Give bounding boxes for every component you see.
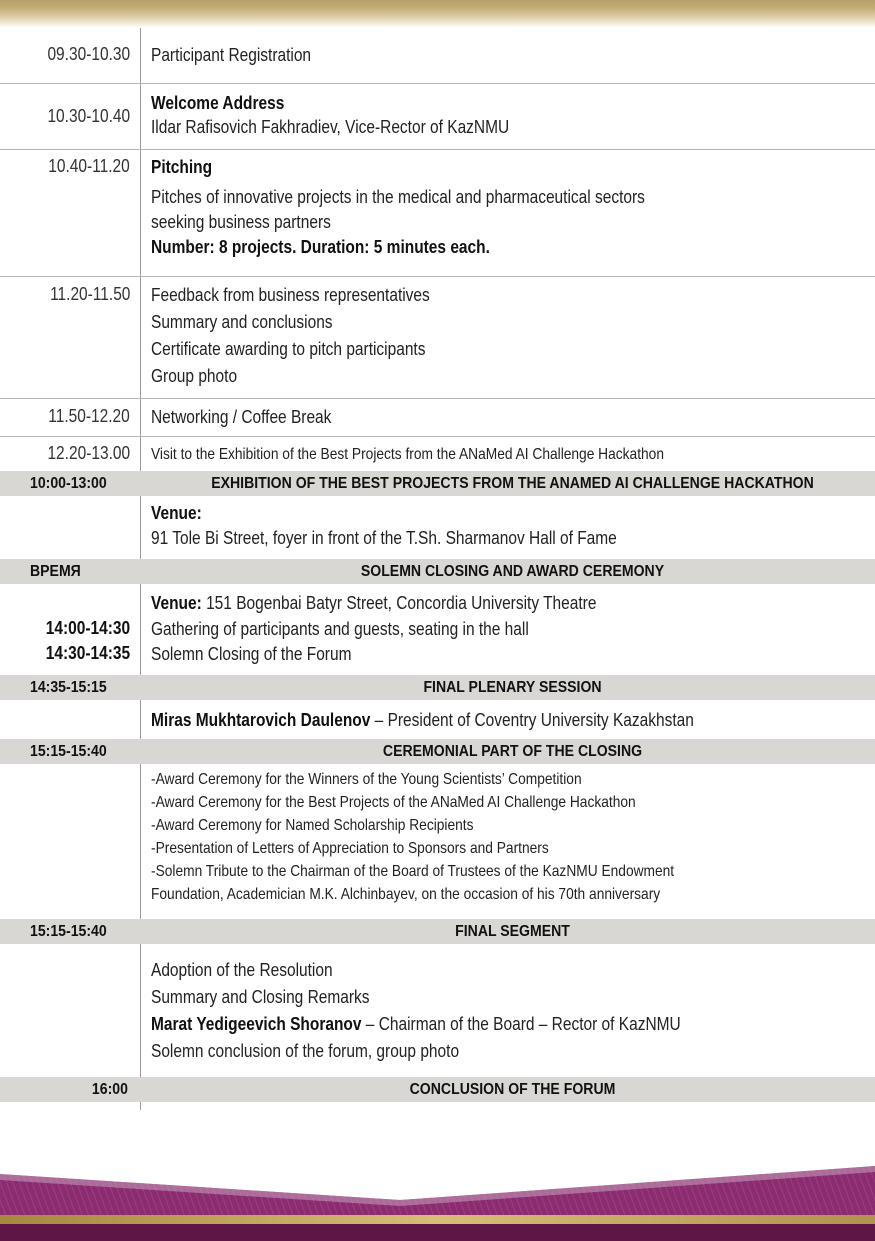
section-header-ceremonial — [0, 739, 875, 764]
row-time: 12.20-13.00 — [47, 443, 130, 463]
section-header-conclusion — [0, 1077, 875, 1102]
venue-label: Venue: — [151, 503, 202, 523]
section-title: CONCLUSION OF THE FORUM — [409, 1081, 616, 1098]
section-time: 16:00 — [91, 1081, 128, 1098]
row-text: Summary and conclusions — [151, 312, 333, 332]
list-item: Foundation, Academician M.K. Alchinbayev, on the occasion of his 70th anniversary — [151, 886, 661, 903]
section-content-closing — [0, 584, 875, 675]
venue-text: 91 Tole Bi Street, foyer in front of the T.Sh. Sharmanov Hall of Fame — [151, 528, 617, 548]
venue-label: Venue: — [151, 593, 202, 613]
footer-stripes — [0, 1166, 875, 1241]
row-visit — [0, 437, 875, 471]
section-title: CEREMONIAL PART OF THE CLOSING — [382, 743, 643, 760]
section-title: SOLEMN CLOSING AND AWARD CEREMONY — [360, 563, 665, 580]
row-text: seeking business partners — [151, 212, 331, 232]
row-time: 10.40-11.20 — [48, 156, 130, 176]
row-pitching — [0, 150, 875, 277]
list-item: -Solemn Tribute to the Chairman of the Board of Trustees of the KazNMU Endowment — [151, 863, 675, 880]
row-text: Feedback from business representatives — [151, 285, 430, 305]
section-content-conclusion — [0, 1102, 875, 1110]
row-text: Networking / Coffee Break — [151, 407, 332, 427]
item-time: 14:30-14:35 — [45, 643, 130, 663]
row-title: Welcome Address — [151, 93, 285, 113]
venue-line — [151, 592, 596, 615]
section-content-ceremonial — [0, 764, 875, 919]
top-gold-band — [0, 0, 875, 28]
row-time: 11.50-12.20 — [48, 406, 130, 426]
row-text: Visit to the Exhibition of the Best Projects from the ANaMed AI Challenge Hackathon — [151, 446, 664, 463]
section-header-final — [0, 919, 875, 944]
section-title: FINAL PLENARY SESSION — [423, 679, 602, 696]
item-text: Gathering of participants and guests, seating in the hall — [151, 619, 529, 639]
speaker-role: – President of Coventry University Kazakhstan — [370, 710, 694, 730]
list-item: -Award Ceremony for the Best Projects of the ANaMed AI Challenge Hackathon — [151, 794, 636, 811]
list-item: -Award Ceremony for the Winners of the Young Scientists’ Competition — [151, 771, 582, 788]
section-content-exhibition — [0, 496, 875, 559]
venue-text: 151 Bogenbai Batyr Street, Concordia University Theatre — [201, 593, 597, 613]
speaker-line — [151, 709, 694, 732]
row-text: Ildar Rafisovich Fakhradiev, Vice-Rector of KazNMU — [151, 117, 510, 137]
row-note: Number: 8 projects. Duration: 5 minutes each. — [151, 237, 490, 257]
row-registration — [0, 28, 875, 84]
section-time: 14:35-15:15 — [30, 679, 107, 696]
row-time: 10.30-10.40 — [47, 106, 130, 126]
item-text: Solemn Closing of the Forum — [151, 644, 352, 664]
row-time: 11.20-11.50 — [49, 284, 130, 304]
section-header-plenary — [0, 675, 875, 700]
row-feedback — [0, 277, 875, 399]
row-networking — [0, 399, 875, 437]
section-time: ВРЕМЯ — [30, 563, 81, 580]
list-item: -Presentation of Letters of Appreciation to Sponsors and Partners — [151, 840, 549, 857]
list-item: -Award Ceremony for Named Scholarship Recipients — [151, 817, 474, 834]
speaker-line — [151, 1013, 681, 1036]
speaker-name: Marat Yedigeevich Shoranov — [151, 1014, 362, 1034]
schedule-table — [0, 28, 875, 1110]
row-text: Group photo — [151, 366, 238, 386]
section-header-closing — [0, 559, 875, 584]
speaker-name: Miras Mukhtarovich Daulenov — [151, 710, 371, 730]
item-text: Solemn conclusion of the forum, group photo — [151, 1041, 460, 1061]
row-welcome — [0, 84, 875, 150]
section-content-plenary — [0, 700, 875, 739]
section-content-final — [0, 944, 875, 1077]
section-title: EXHIBITION OF THE BEST PROJECTS FROM THE ANAMED AI CHALLENGE HACKATHON — [211, 475, 814, 492]
row-text: Participant Registration — [151, 45, 312, 65]
section-time: 10:00-13:00 — [30, 475, 107, 492]
item-text: Summary and Closing Remarks — [151, 987, 370, 1007]
row-title: Pitching — [151, 157, 213, 177]
decorative-footer — [0, 1166, 875, 1241]
row-text: Certificate awarding to pitch participants — [151, 339, 426, 359]
item-text: Adoption of the Resolution — [151, 960, 333, 980]
section-time: 15:15-15:40 — [30, 923, 107, 940]
row-text: Pitches of innovative projects in the medical and pharmaceutical sectors — [151, 187, 645, 207]
section-header-exhibition — [0, 471, 875, 496]
row-time: 09.30-10.30 — [47, 44, 130, 64]
item-time: 14:00-14:30 — [45, 618, 130, 638]
speaker-role: – Chairman of the Board – Rector of KazNMU — [361, 1014, 681, 1034]
section-time: 15:15-15:40 — [30, 743, 107, 760]
section-title: FINAL SEGMENT — [455, 923, 570, 940]
